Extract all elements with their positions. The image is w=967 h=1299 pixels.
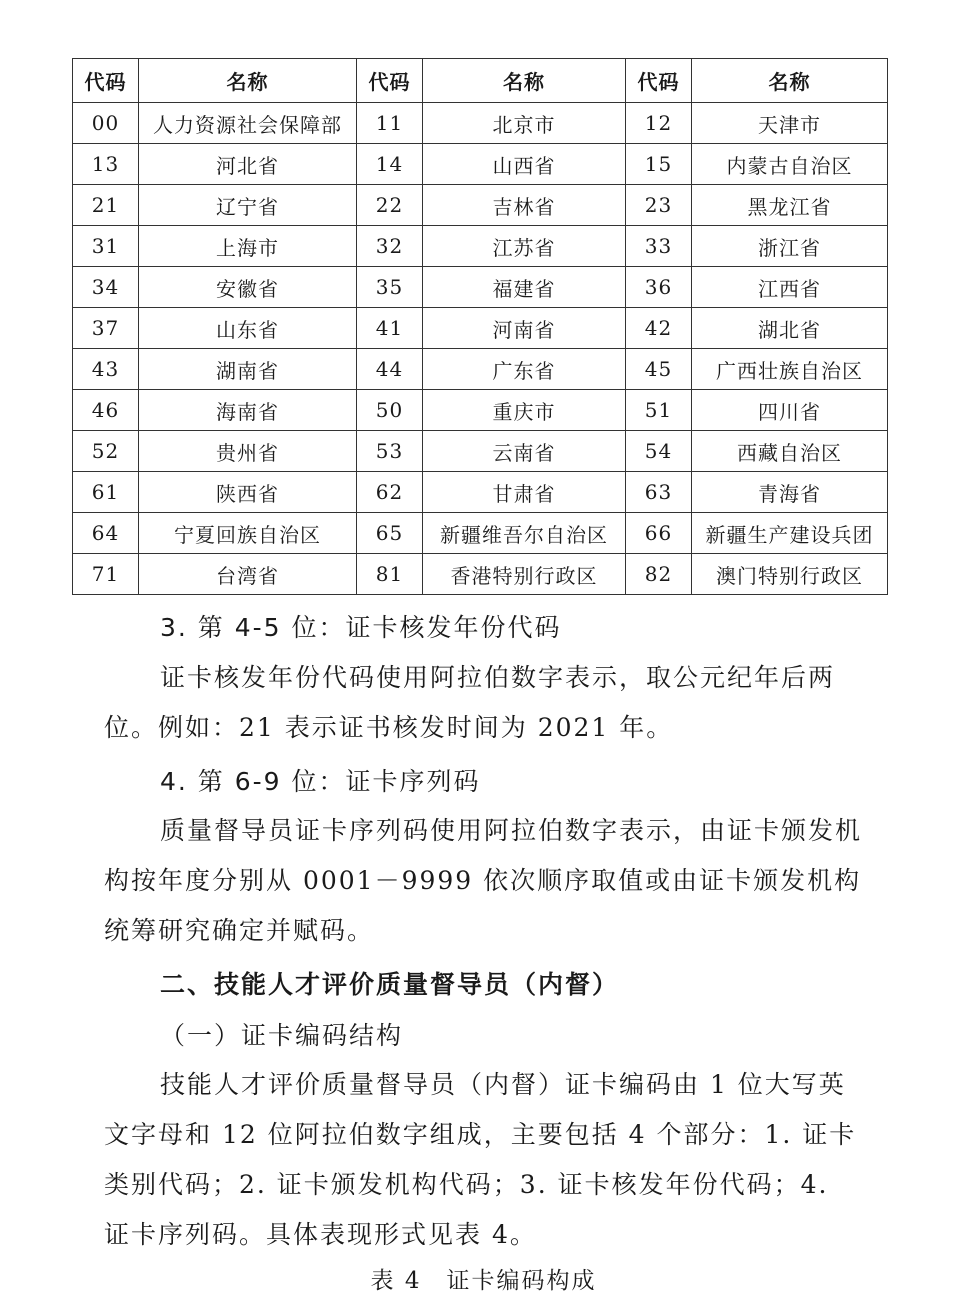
region-name-cell: 西藏自治区 [692, 431, 888, 472]
region-name-cell: 山西省 [423, 144, 626, 185]
region-name-cell: 江苏省 [423, 226, 626, 267]
region-code-cell: 81 [357, 554, 423, 595]
region-code-cell: 14 [357, 144, 423, 185]
region-name-cell: 广西壮族自治区 [692, 349, 888, 390]
region-name-cell: 江西省 [692, 267, 888, 308]
region-name-cell: 人力资源社会保障部 [139, 103, 357, 144]
region-name-cell: 湖南省 [139, 349, 357, 390]
region-code-cell: 64 [73, 513, 139, 554]
region-code-cell: 42 [626, 308, 692, 349]
region-name-cell: 吉林省 [423, 185, 626, 226]
region-code-cell: 45 [626, 349, 692, 390]
region-name-cell: 上海市 [139, 226, 357, 267]
region-code-table [72, 58, 888, 595]
region-code-cell: 54 [626, 431, 692, 472]
region-name-cell: 宁夏回族自治区 [139, 513, 357, 554]
table-row [73, 554, 888, 595]
region-code-cell: 71 [73, 554, 139, 595]
region-name-cell: 河北省 [139, 144, 357, 185]
region-code-cell: 21 [73, 185, 139, 226]
region-code-cell: 43 [73, 349, 139, 390]
table-row [73, 390, 888, 431]
region-name-cell: 海南省 [139, 390, 357, 431]
table-row [73, 144, 888, 185]
region-code-cell: 44 [357, 349, 423, 390]
region-name-cell: 湖北省 [692, 308, 888, 349]
table-row [73, 185, 888, 226]
region-name-cell: 台湾省 [139, 554, 357, 595]
region-name-cell: 四川省 [692, 390, 888, 431]
region-name-cell: 安徽省 [139, 267, 357, 308]
region-code-cell: 61 [73, 472, 139, 513]
region-name-cell: 浙江省 [692, 226, 888, 267]
region-code-cell: 00 [73, 103, 139, 144]
table-row [73, 513, 888, 554]
region-name-cell: 新疆维吾尔自治区 [423, 513, 626, 554]
region-code-cell: 63 [626, 472, 692, 513]
part-2-body: 技能人才评价质量督导员（内督）证卡编码由 1 位大写英文字母和 12 位阿拉伯数字组成，主要包括 4 个部分：1. 证卡类别代码；2. 证卡颁发机构代码；3. 证卡核发年份代码；4. 证卡序列码。具体表现形式见表 4。 [104, 1070, 857, 1249]
part-2-subtitle: （一）证卡编码结构 [160, 1021, 404, 1050]
region-name-cell: 青海省 [692, 472, 888, 513]
region-name-cell: 北京市 [423, 103, 626, 144]
header-name: 名称 [423, 59, 626, 103]
table-row [73, 267, 888, 308]
region-code-cell: 62 [357, 472, 423, 513]
region-code-cell: 82 [626, 554, 692, 595]
region-code-cell: 65 [357, 513, 423, 554]
table-body [73, 103, 888, 595]
table-header-row [73, 59, 888, 103]
region-name-cell: 广东省 [423, 349, 626, 390]
section-3-body: 证卡核发年份代码使用阿拉伯数字表示，取公元纪年后两位。例如：21 表示证书核发时间为 2021 年。 [104, 663, 836, 742]
region-name-cell: 甘肃省 [423, 472, 626, 513]
region-code-cell: 46 [73, 390, 139, 431]
table-row [73, 431, 888, 472]
region-name-cell: 香港特别行政区 [423, 554, 626, 595]
region-name-cell: 福建省 [423, 267, 626, 308]
region-code-cell: 52 [73, 431, 139, 472]
region-code-cell: 34 [73, 267, 139, 308]
table-row [73, 349, 888, 390]
header-name: 名称 [139, 59, 357, 103]
region-name-cell: 山东省 [139, 308, 357, 349]
region-name-cell: 陕西省 [139, 472, 357, 513]
region-name-cell: 澳门特别行政区 [692, 554, 888, 595]
header-name: 名称 [692, 59, 888, 103]
region-name-cell: 内蒙古自治区 [692, 144, 888, 185]
section-4-title: 4. 第 6-9 位：证卡序列码 [160, 767, 481, 796]
region-code-cell: 35 [357, 267, 423, 308]
region-name-cell: 河南省 [423, 308, 626, 349]
part-2-title: 二、技能人才评价质量督导员（内督） [160, 970, 620, 999]
region-code-cell: 66 [626, 513, 692, 554]
region-name-cell: 重庆市 [423, 390, 626, 431]
region-code-cell: 53 [357, 431, 423, 472]
region-code-cell: 23 [626, 185, 692, 226]
region-code-cell: 33 [626, 226, 692, 267]
region-code-cell: 50 [357, 390, 423, 431]
section-3-title: 3. 第 4-5 位：证卡核发年份代码 [160, 613, 562, 642]
region-code-cell: 13 [73, 144, 139, 185]
region-code-cell: 31 [73, 226, 139, 267]
region-name-cell: 天津市 [692, 103, 888, 144]
region-name-cell: 新疆生产建设兵团 [692, 513, 888, 554]
region-code-cell: 51 [626, 390, 692, 431]
table-4-caption: 表 4 证卡编码构成 [370, 1268, 597, 1294]
header-code: 代码 [626, 59, 692, 103]
region-code-cell: 32 [357, 226, 423, 267]
table-row [73, 103, 888, 144]
table-row [73, 472, 888, 513]
region-name-cell: 云南省 [423, 431, 626, 472]
table-row [73, 226, 888, 267]
table-row [73, 308, 888, 349]
region-name-cell: 辽宁省 [139, 185, 357, 226]
section-4-body: 质量督导员证卡序列码使用阿拉伯数字表示，由证卡颁发机构按年度分别从 0001－9999 依次顺序取值或由证卡颁发机构统筹研究确定并赋码。 [104, 816, 863, 945]
region-code-cell: 36 [626, 267, 692, 308]
header-code: 代码 [357, 59, 423, 103]
region-name-cell: 黑龙江省 [692, 185, 888, 226]
region-code-cell: 22 [357, 185, 423, 226]
header-code: 代码 [73, 59, 139, 103]
region-code-cell: 15 [626, 144, 692, 185]
region-code-cell: 41 [357, 308, 423, 349]
region-code-cell: 11 [357, 103, 423, 144]
region-code-cell: 12 [626, 103, 692, 144]
region-code-cell: 37 [73, 308, 139, 349]
region-name-cell: 贵州省 [139, 431, 357, 472]
